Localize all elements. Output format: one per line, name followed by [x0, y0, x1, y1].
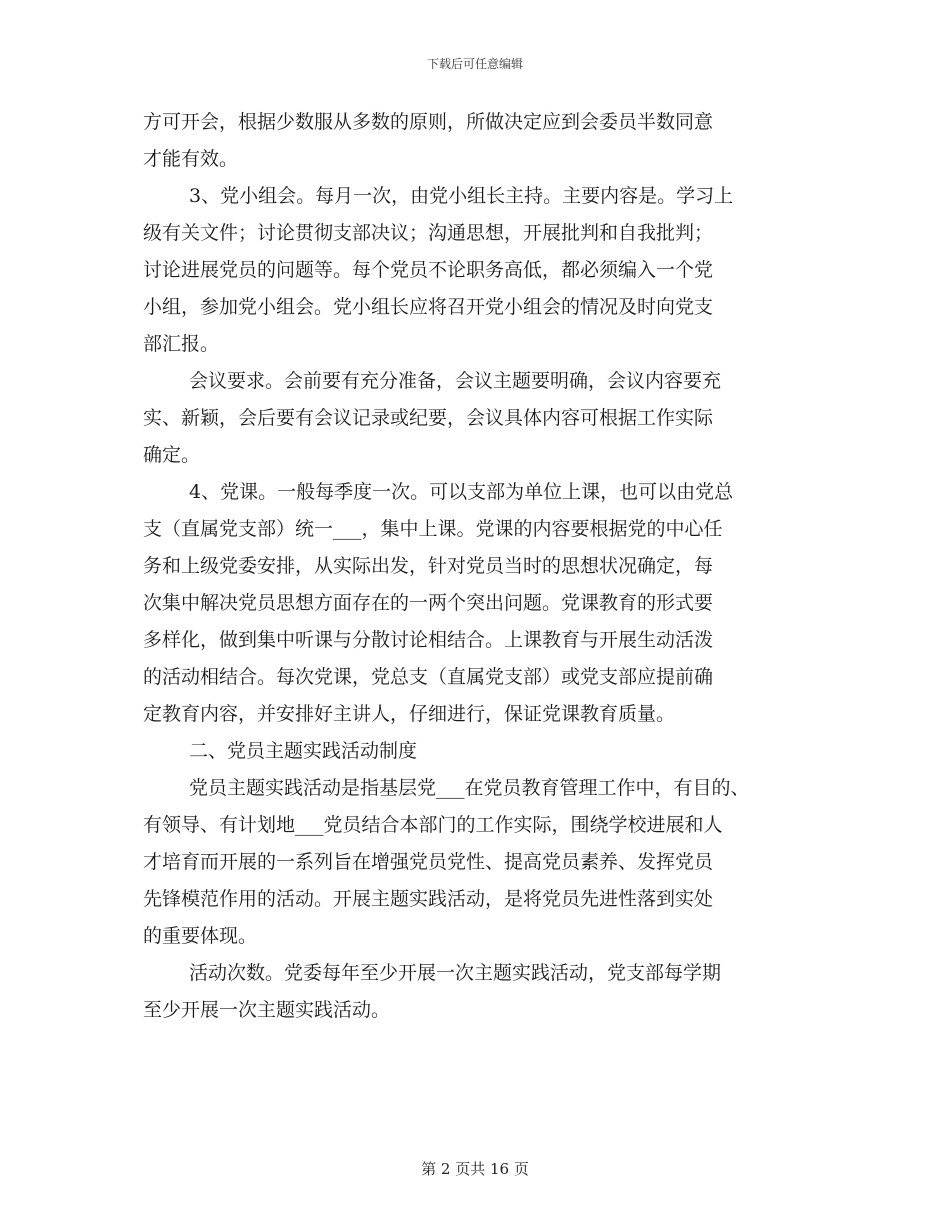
paragraph-line: 先锋模范作用的活动。开展主题实践活动，是将党员先进性落到实处: [143, 888, 714, 910]
paragraph-line: 方可开会，根据少数服从多数的原则，所做决定应到会委员半数同意: [143, 111, 714, 133]
paragraph-line: 多样化，做到集中听课与分散讨论相结合。上课教育与开展生动活泼: [143, 629, 714, 651]
paragraph-line: 4、党课。一般每季度一次。可以支部为单位上课，也可以由党总: [189, 481, 734, 503]
paragraph-line: 实、新颖，会后要有会议记录或纪要，会议具体内容可根据工作实际: [143, 407, 714, 429]
paragraph-line: 定教育内容，并安排好主讲人，仔细进行，保证党课教育质量。: [143, 703, 676, 725]
paragraph-line: 才能有效。: [143, 148, 239, 170]
document-body: [143, 104, 823, 1029]
page-header: 下载后可任意编辑: [426, 57, 523, 71]
paragraph-line: 有领导、有计划地___党员结合本部门的工作实际，围绕学校进展和人: [143, 814, 723, 836]
paragraph-line: 3、党小组会。每月一次，由党小组长主持。主要内容是。学习上: [189, 185, 734, 207]
paragraph-line: 支（直属党支部）统一___，集中上课。党课的内容要根据党的中心任: [143, 518, 723, 540]
paragraph-line: 活动次数。党委每年至少开展一次主题实践活动，党支部每学期: [189, 962, 722, 984]
paragraph-line: 级有关文件；讨论贯彻支部决议；沟通思想，开展批判和自我批判；: [143, 222, 714, 244]
paragraph-line: 的重要体现。: [143, 925, 258, 947]
paragraph-line: 次集中解决党员思想方面存在的一两个突出问题。党课教育的形式要: [143, 592, 714, 614]
paragraph-line: 小组，参加党小组会。党小组长应将召开党小组会的情况及时向党支: [143, 296, 714, 318]
section-heading: 二、党员主题实践活动制度: [189, 740, 418, 762]
paragraph-line: 党员主题实践活动是指基层党___在党员教育管理工作中，有目的、: [189, 777, 750, 799]
paragraph-line: 才培育而开展的一系列旨在增强党员党性、提高党员素养、发挥党员: [143, 851, 714, 873]
paragraph-line: 确定。: [143, 444, 201, 466]
paragraph-line: 部汇报。: [143, 333, 220, 355]
paragraph-line: 讨论进展党员的问题等。每个党员不论职务高低，都必须编入一个党: [143, 259, 714, 281]
page-footer: 第 2 页共 16 页: [421, 1160, 529, 1178]
paragraph-line: 务和上级党委安排，从实际出发，针对党员当时的思想状况确定，每: [143, 555, 714, 577]
paragraph-line: 至少开展一次主题实践活动。: [143, 999, 391, 1021]
paragraph-line: 会议要求。会前要有充分准备，会议主题要明确，会议内容要充: [189, 370, 722, 392]
paragraph-line: 的活动相结合。每次党课，党总支（直属党支部）或党支部应提前确: [143, 666, 714, 688]
